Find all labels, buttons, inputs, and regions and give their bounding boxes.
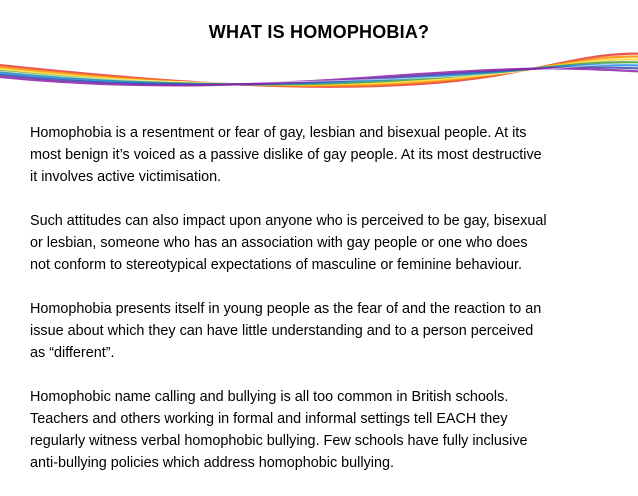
text-line: Teachers and others working in formal and informal settings tell EACH they xyxy=(30,411,508,427)
text-line: as “different”. xyxy=(30,345,115,361)
text-line: anti-bullying policies which address homophobic bullying. xyxy=(30,455,394,471)
text-line: most benign it’s voiced as a passive dislike of gay people. At its most destructive xyxy=(30,147,542,163)
text-line: Homophobic name calling and bullying is all too common in British schools. xyxy=(30,389,509,405)
slide-title: WHAT IS HOMOPHOBIA? xyxy=(208,22,430,42)
rainbow-swoosh xyxy=(0,40,638,112)
paragraph-definition xyxy=(30,122,620,188)
text-line: regularly witness verbal homophobic bullying. Few schools have fully inclusive xyxy=(30,433,528,449)
text-line: not conform to stereotypical expectations of masculine or feminine behaviour. xyxy=(30,257,522,273)
text-line: it involves active victimisation. xyxy=(30,169,222,185)
paragraph-attitudes xyxy=(30,210,620,276)
body-text xyxy=(30,122,620,496)
paragraph-schools xyxy=(30,386,620,474)
text-line: Homophobia is a resentment or fear of gay, lesbian and bisexual people. At its xyxy=(30,125,527,141)
paragraph-young-people xyxy=(30,298,620,364)
text-line: or lesbian, someone who has an association with gay people or one who does xyxy=(30,235,528,251)
text-line: Homophobia presents itself in young people as the fear of and the reaction to an xyxy=(30,301,542,317)
text-line: issue about which they can have little understanding and to a person perceived xyxy=(30,323,534,339)
text-line: Such attitudes can also impact upon anyone who is perceived to be gay, bisexual xyxy=(30,213,547,229)
